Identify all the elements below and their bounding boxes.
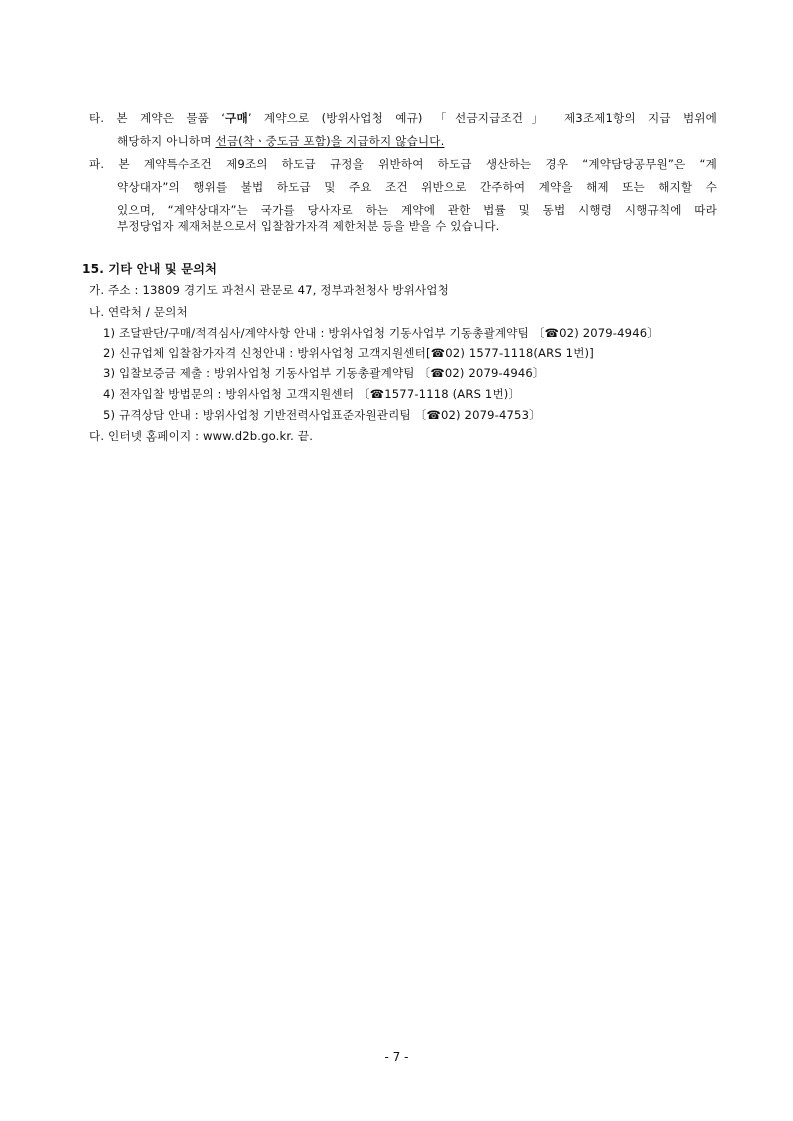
item-ta-underlined: 선금(착ㆍ중도금 포함)을 지급하지 않습니다. — [215, 134, 445, 148]
item-ta-text-b: ’ 계약으로 (방위사업청 예규) 「선금지급조건」 제3조제1항의 지급 범위에 — [247, 111, 717, 125]
contact-item: 3) 입찰보증금 제출 : 방위사업청 기동사업부 기동총괄계약팀 〔☎02) 2079-4946〕 — [103, 366, 545, 380]
item-pa-line-1: 파. 본 계약특수조건 제9조의 하도급 규정을 위반하여 하도급 생산하는 경우 “계약담당공무원”은 “계 — [89, 157, 717, 171]
item-ta-line-2 — [117, 133, 444, 149]
section-15-address: 가. 주소 : 13809 경기도 과천시 관문로 47, 정부과천청사 방위사업청 — [89, 283, 449, 297]
page-number: - 7 - — [384, 1050, 409, 1064]
item-ta-text-a: 타. 본 계약은 물품 ‘ — [89, 111, 226, 125]
contact-item: 5) 규격상담 안내 : 방위사업청 기반전력사업표준자원관리팀 〔☎02) 2079-4753〕 — [103, 408, 541, 422]
item-ta-line-1 — [89, 110, 717, 126]
item-ta-bold-term: 구매 — [225, 111, 248, 125]
contact-item: 4) 전자입찰 방법문의 : 방위사업청 고객지원센터 〔☎1577-1118 (ARS 1번)〕 — [103, 387, 521, 401]
item-pa-line-4: 부정당업자 제재처분으로서 입찰참가자격 제한처분 등을 받을 수 있습니다. — [117, 219, 500, 233]
item-pa-line-3: 있으며, “계약상대자”는 국가를 당사자로 하는 계약에 관한 법률 및 동법 시행령 시행규칙에 따라 — [117, 203, 717, 217]
item-ta-text-c: 해당하지 아니하며 — [117, 134, 216, 148]
section-15-homepage: 다. 인터넷 홈페이지 : www.d2b.go.kr. 끝. — [89, 429, 314, 443]
item-pa-line-2: 약상대자”의 행위를 불법 하도급 및 주요 조건 위반으로 간주하여 계약을 해제 또는 해지할 수 — [117, 180, 717, 194]
section-15-title: 15. 기타 안내 및 문의처 — [82, 262, 217, 276]
contact-item: 1) 조달판단/구매/적격심사/계약사항 안내 : 방위사업청 기동사업부 기동총괄계약팀 〔☎02) 2079-4946〕 — [103, 326, 659, 340]
section-15-contacts-heading: 나. 연락처 / 문의처 — [89, 305, 188, 319]
contact-item: 2) 신규업체 입찰참가자격 신청안내 : 방위사업청 고객지원센터[☎02) 1577-1118(ARS 1번)] — [103, 346, 594, 360]
